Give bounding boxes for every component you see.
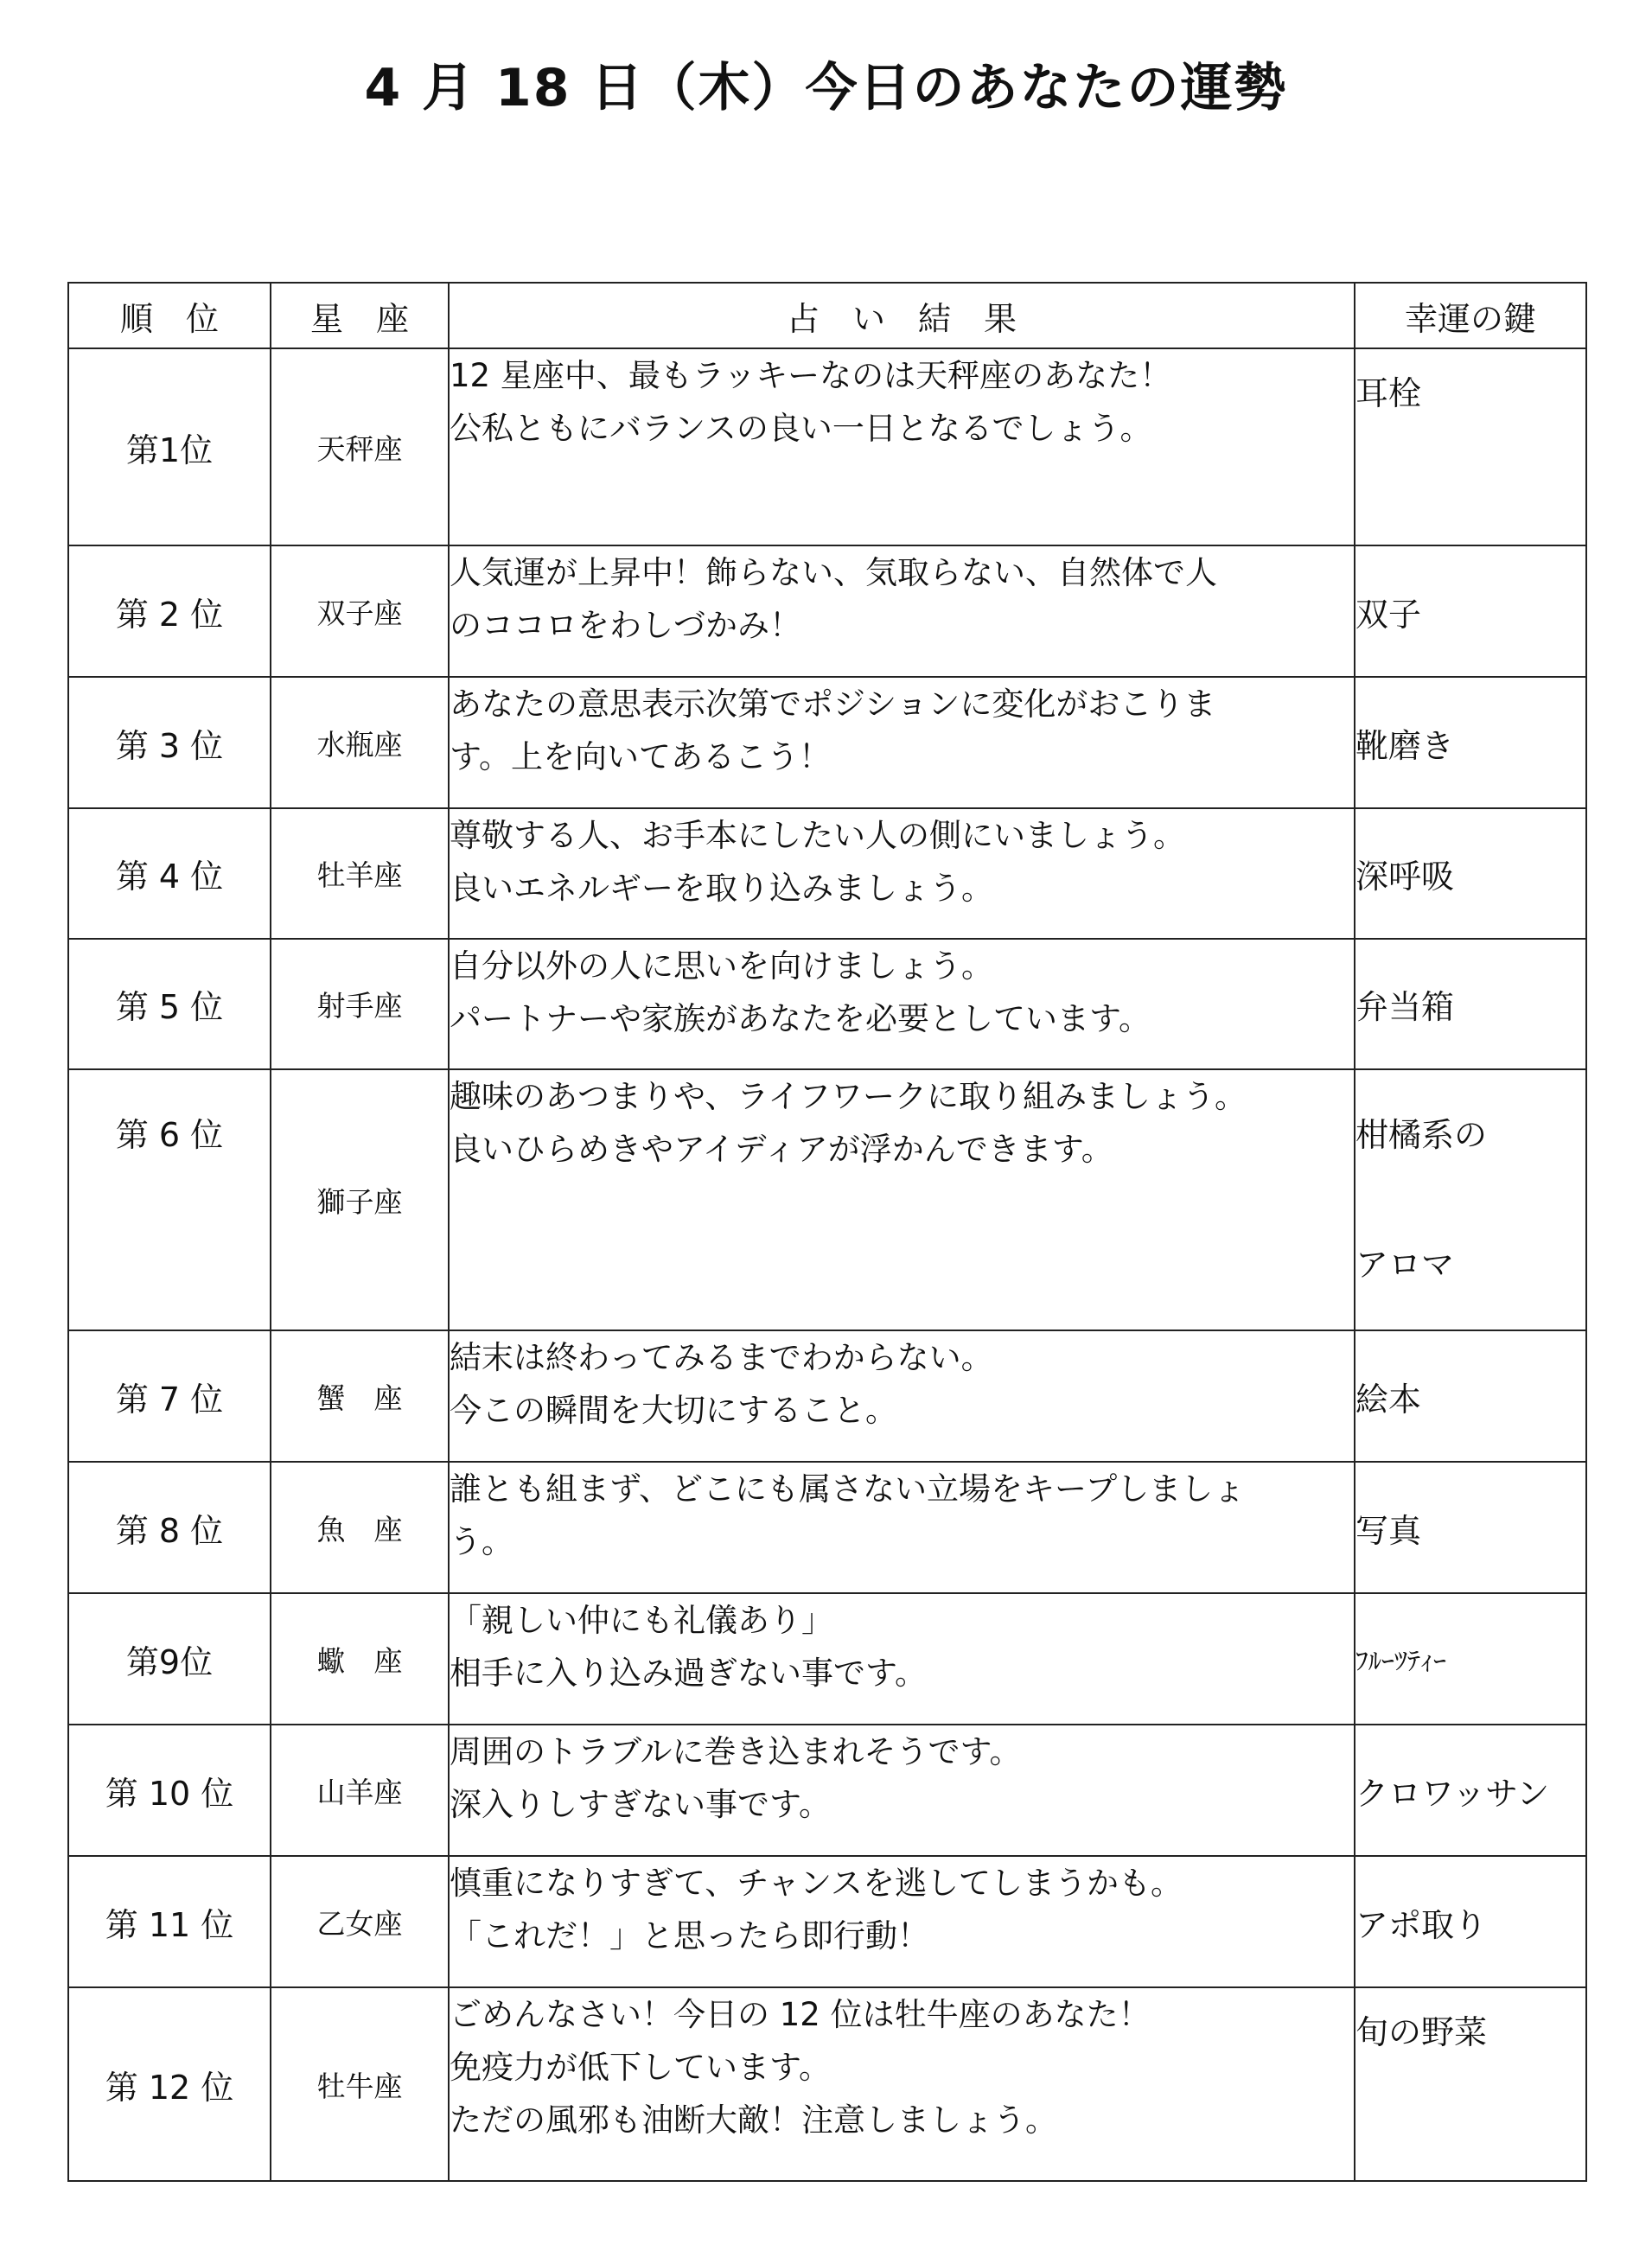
rank-cell: 第9位 [68,1593,271,1725]
key-line: 弁当箱 [1355,988,1455,1026]
table-row [68,1593,1586,1725]
result-line: パートナーや家族があなたを必要としています。 [450,1000,1151,1037]
table-row [68,808,1586,939]
result-cell [449,1462,1355,1593]
table-row [68,1856,1586,1987]
header-row [68,283,1586,348]
result-cell [449,808,1355,939]
result-cell [449,1593,1355,1725]
result-line: 良いひらめきやアイディアが浮かんできます。 [450,1131,1113,1168]
key-cell [1355,545,1586,677]
result-line: 尊敬する人、お手本にしたい人の側にいましょう。 [450,817,1185,854]
key-line: アロマ [1355,1246,1455,1284]
table-row [68,939,1586,1069]
table-row [68,1330,1586,1462]
table-row [68,348,1586,545]
rank-cell: 第 5 位 [68,939,271,1069]
sign-cell: 牡牛座 [271,1987,449,2181]
result-line: 免疫力が低下しています。 [450,2049,832,2086]
key-cell [1355,677,1586,808]
key-line: 耳栓 [1355,374,1422,412]
result-cell [449,1330,1355,1462]
key-line: 写真 [1355,1511,1422,1550]
fortune-table [67,282,1587,2182]
sign-cell: 蠍 座 [271,1593,449,1725]
result-line: あなたの意思表示次第でポジションに変化がおこりま [450,686,1216,723]
result-line: 「これだ！」と思ったら即行動！ [450,1917,929,1954]
key-cell [1355,808,1586,939]
rank-cell: 第 7 位 [68,1330,271,1462]
key-line: アポ取り [1355,1905,1488,1944]
key-cell [1355,1593,1586,1725]
key-line: 絵本 [1355,1380,1422,1419]
key-cell [1355,1330,1586,1462]
result-line: 公私ともにバランスの良い一日となるでしょう。 [450,410,1152,447]
sign-cell: 射手座 [271,939,449,1069]
rank-cell: 第 12 位 [68,1987,271,2181]
sign-cell: 牡羊座 [271,808,449,939]
key-line: クロワッサン [1355,1774,1550,1813]
result-cell [449,1987,1355,2181]
result-cell [449,677,1355,808]
result-line: す。上を向いてあるこう！ [450,738,832,775]
result-line: 自分以外の人に思いを向けましょう。 [450,947,993,985]
rank-cell: 第 11 位 [68,1856,271,1987]
rank-cell: 第 3 位 [68,677,271,808]
result-line: のココロをわしづかみ！ [450,607,801,644]
key-cell [1355,1069,1586,1330]
key-cell [1355,1725,1586,1856]
key-line: 旬の野菜 [1355,2013,1488,2051]
result-line: 誰とも組まず、どこにも属さない立場をキープしましょ [450,1470,1246,1508]
sign-cell: 天秤座 [271,348,449,545]
sign-cell: 獅子座 [271,1069,449,1330]
table-row [68,1987,1586,2181]
result-cell [449,939,1355,1069]
key-cell [1355,1462,1586,1593]
key-cell [1355,939,1586,1069]
sign-cell: 蟹 座 [271,1330,449,1462]
result-cell [449,1069,1355,1330]
sign-cell: 乙女座 [271,1856,449,1987]
result-line: 今この瞬間を大切にすること。 [450,1392,897,1429]
header-key: 幸運の鍵 [1355,283,1586,348]
header-result: 占 い 結 果 [449,283,1355,348]
result-cell [449,545,1355,677]
result-line: ただの風邪も油断大敵！注意しましょう。 [450,2101,1057,2139]
result-line: 周囲のトラブルに巻き込まれそうです。 [450,1733,1022,1770]
result-line: 慎重になりすぎて、チャンスを逃してしまうかも。 [450,1865,1183,1902]
sign-cell: 魚 座 [271,1462,449,1593]
result-line: 「親しい仲にも礼儀あり」 [450,1602,833,1639]
table-row [68,1725,1586,1856]
key-line: 靴磨き [1355,726,1455,765]
header-rank: 順 位 [68,283,271,348]
result-cell [449,1725,1355,1856]
table-row [68,1462,1586,1593]
sign-cell: 山羊座 [271,1725,449,1856]
header-sign: 星 座 [271,283,449,348]
rank-cell: 第1位 [68,348,271,545]
key-line: ﾌﾙｰﾂﾃｨｰ [1355,1647,1446,1677]
rank-cell: 第 8 位 [68,1462,271,1593]
sign-cell: 双子座 [271,545,449,677]
result-line: 趣味のあつまりや、ライフワークに取り組みましょう。 [450,1078,1247,1115]
result-line: 良いエネルギーを取り込みましょう。 [450,870,993,907]
result-line: 人気運が上昇中！飾らない、気取らない、自然体で人 [450,554,1217,591]
page-title: 4 月 18 日（木）今日のあなたの運勢 [364,58,1288,118]
key-line: 双子 [1355,595,1422,634]
rank-cell: 第 2 位 [68,545,271,677]
rank-cell: 第 6 位 [68,1069,271,1330]
result-line: 結末は終わってみるまでわからない。 [450,1339,993,1376]
result-cell [449,348,1355,545]
result-line: 相手に入り込み過ぎない事です。 [450,1655,928,1692]
rank-cell: 第 4 位 [68,808,271,939]
result-line: 深入りしすぎない事です。 [450,1786,832,1823]
table-row [68,677,1586,808]
key-cell [1355,1987,1586,2181]
key-line: 柑橘系の [1355,1116,1488,1154]
sign-cell: 水瓶座 [271,677,449,808]
result-line: ごめんなさい！今日の 12 位は牡牛座のあなた！ [450,1996,1151,2033]
key-line: 深呼吸 [1355,858,1455,896]
rank-cell: 第 10 位 [68,1725,271,1856]
result-cell [449,1856,1355,1987]
result-line: う。 [450,1523,513,1560]
result-line: 12 星座中、最もラッキーなのは天秤座のあなた！ [450,357,1172,394]
key-cell [1355,348,1586,545]
key-cell [1355,1856,1586,1987]
table-row [68,545,1586,677]
table-row [68,1069,1586,1330]
